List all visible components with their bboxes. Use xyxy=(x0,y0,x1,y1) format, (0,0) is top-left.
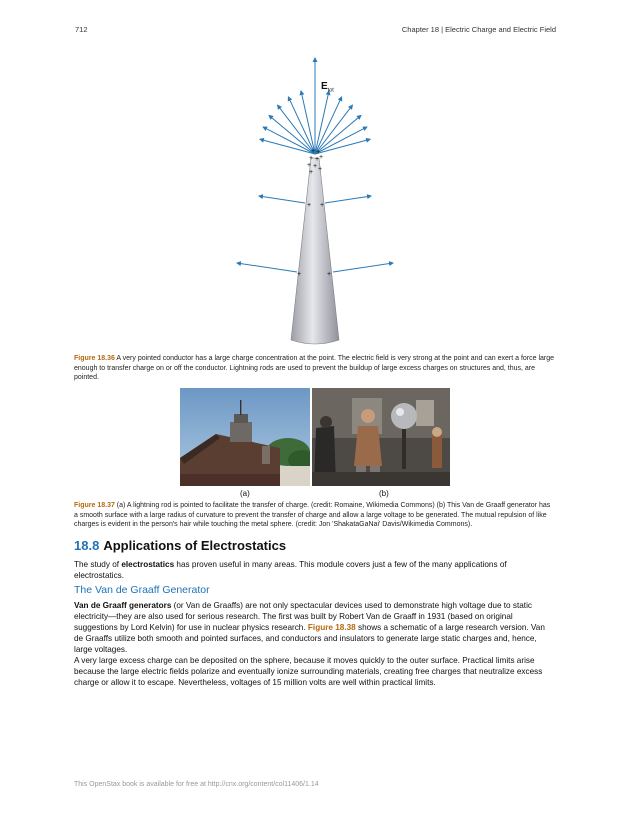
field-arrow xyxy=(263,127,315,154)
section-title: Applications of Electrostatics xyxy=(103,538,287,553)
caption-text: (a) A lightning rod is pointed to facilitate the transfer of charge. (credit: Romaine, Wikimedia Commons) (b) This Van de Graaff generator has a smooth surface with a large radius of curvature to prevent the transfer of charge and allow a large voltage to be generated. The mutual repulsion of like charges is evident in the person's hair while touching the metal sphere. (credit: Jon 'ShakataGaNai' Davis/Wikimedia Commons). xyxy=(74,502,551,528)
charge-symbol: + xyxy=(306,202,312,209)
section-heading xyxy=(74,538,286,553)
page-number: 712 xyxy=(75,25,88,34)
charge-symbol: + xyxy=(310,148,316,155)
charge-symbol: + xyxy=(308,155,314,162)
charge-symbol: + xyxy=(326,271,332,278)
text: (or Van de Graaffs) are not only spectacular devices used to demonstrate high voltage due to static electricity—they are also used for serious research. The first was built by Robert Van de Graaff in 1931 (based on original suggestions by Lord Kelvin) for use in nuclear physics research. xyxy=(74,601,532,632)
key-term: electrostatics xyxy=(121,560,175,569)
van-de-graaff-photo xyxy=(312,388,450,486)
pointed-conductor-figure xyxy=(225,50,405,350)
field-arrow xyxy=(333,263,393,272)
text: shows a schematic of a large research version. Van de Graaffs utilize both smooth and pointed surfaces, and conductors and insulators to generate large static charges and, hence, large voltages. xyxy=(74,623,545,654)
charge-symbol: + xyxy=(296,271,302,278)
running-header: Chapter 18 | Electric Charge and Electric Field xyxy=(401,25,556,34)
text: has proven useful in many areas. This module covers just a few of the many applications of electrostatics. xyxy=(74,560,507,580)
subfigure-label-b: (b) xyxy=(379,489,389,498)
charge-symbol: + xyxy=(319,202,325,209)
footer-note: This OpenStax book is available for free at http://cnx.org/content/col11406/1.14 xyxy=(74,781,319,788)
van-de-graaff-paragraph xyxy=(74,600,556,655)
field-arrow xyxy=(325,196,371,203)
field-label: $E_{tot}$ xyxy=(321,81,334,94)
charge-symbol: + xyxy=(312,163,318,170)
figure-label: Figure 18.37 xyxy=(74,502,115,509)
subfigure-label-a: (a) xyxy=(240,489,250,498)
field-arrow xyxy=(315,97,342,154)
key-term: Van de Graaff generators xyxy=(74,601,172,610)
field-label-subscript: tot xyxy=(327,87,334,94)
charge-symbol: + xyxy=(308,169,314,176)
figure-link[interactable]: Figure 18.38 xyxy=(307,623,356,632)
text: The study of xyxy=(74,560,122,569)
charge-symbol: + xyxy=(315,149,321,156)
subsection-heading: The Van de Graaff Generator xyxy=(74,584,210,596)
field-arrow xyxy=(259,196,305,203)
figure-label: Figure 18.36 xyxy=(74,355,115,362)
figure-18-36-caption xyxy=(74,354,556,383)
field-arrow xyxy=(237,263,297,272)
section-number: 18.8 xyxy=(74,538,100,553)
figure-18-37-caption xyxy=(74,501,556,530)
field-arrow xyxy=(315,127,367,154)
charge-symbol: + xyxy=(318,154,324,161)
charge-symbol: + xyxy=(314,156,320,163)
conical-conductor xyxy=(291,158,339,344)
charge-symbol: + xyxy=(317,166,323,173)
charge-limits-paragraph: A very large excess charge can be deposited on the sphere, because it moves quickly to the outer surface. Practical limits arise because the large electric fields polarize and eventually ionize surrounding materials, creating free charges that neutralize excess charge or allow it to escape. Nevertheless, voltages of 15 million volts are well within practical limits. xyxy=(74,656,543,687)
caption-text: A very pointed conductor has a large charge concentration at the point. The electric field is very strong at the point and can exert a force large enough to transfer charge on or off the conductor. Lightning rods are used to prevent the buildup of large excess charges on structures and, thus, are pointed. xyxy=(74,355,555,381)
intro-paragraph xyxy=(74,559,556,581)
field-arrow xyxy=(288,97,315,154)
lightning-rod-photo xyxy=(180,388,310,486)
charge-symbol: + xyxy=(306,162,312,169)
